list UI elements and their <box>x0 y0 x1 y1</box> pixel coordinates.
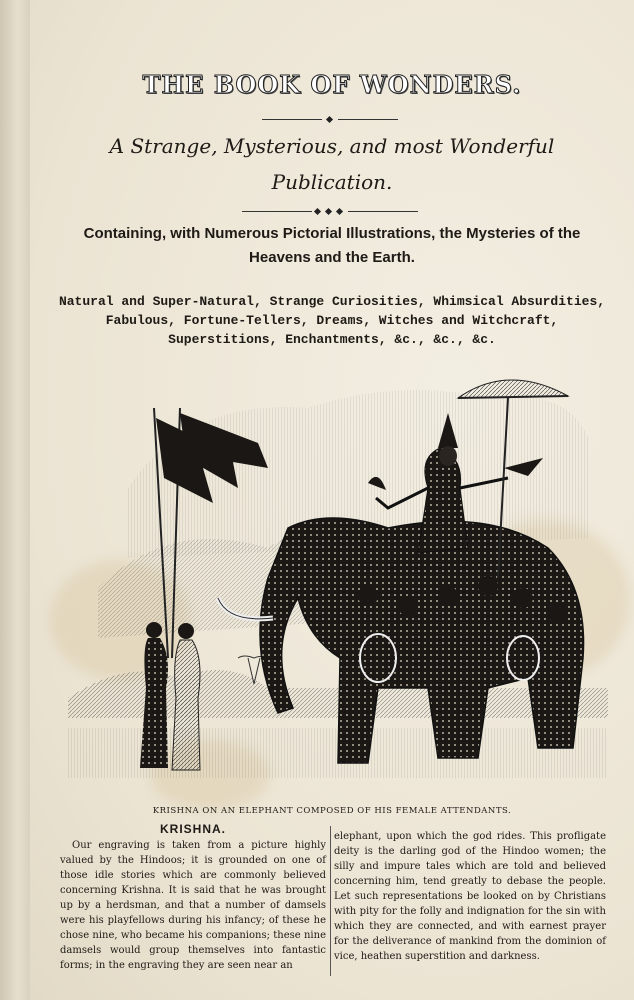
book-spine <box>0 0 31 1000</box>
article-right-column <box>334 829 606 964</box>
contents-line: Heavens and the Earth. <box>249 249 415 266</box>
subtitle-line: Publication. <box>271 170 393 194</box>
topics-list <box>54 292 610 349</box>
topics-line: Superstitions, Enchantments, &c., &c., &c. <box>168 332 496 347</box>
divider-rule <box>338 119 398 120</box>
article-left-column <box>60 822 326 973</box>
divider-rule <box>242 211 312 212</box>
krishna-engraving <box>68 358 608 798</box>
contents-description <box>54 222 610 270</box>
divider-ornament <box>325 208 332 215</box>
divider-rule <box>262 119 322 120</box>
article-heading: KRISHNA. <box>159 822 226 836</box>
divider-ornament <box>326 116 333 123</box>
topics-line: Fabulous, Fortune-Tellers, Dreams, Witches and Witchcraft, <box>105 313 559 328</box>
book-page <box>30 0 634 1000</box>
article-paragraph: elephant, upon which the god rides. This profligate deity is the darling god of the Hindoo women; the silly and impure tales which are told and believed concerning him, tend greatly to debase the people. Let such representations be looked on by Christians with pity for the folly and indignation for the sin with which they are connected, and with earnest prayer for the deliverance of mankind from the dominion of vice, heathen superstition and darkness. <box>334 831 606 962</box>
divider-rule <box>348 211 418 212</box>
subtitle-line: A Strange, Mysterious, and most Wonderful <box>109 134 555 158</box>
column-divider <box>330 826 331 976</box>
subtitle <box>54 128 610 200</box>
contents-line: Containing, with Numerous Pictorial Illustrations, the Mysteries of the <box>83 225 581 242</box>
page-title: THE BOOK OF WONDERS. <box>142 70 522 99</box>
illustration-caption: KRISHNA ON AN ELEPHANT COMPOSED OF HIS FEMALE ATTENDANTS. <box>152 806 512 816</box>
article-paragraph: Our engraving is taken from a picture highly valued by the Hindoos; it is grounded on one of those idle stories which are commonly believed concerning Krishna. It is said that he was brought up by a herdsman, and that a number of damsels were his playfellows during his infancy; of these he chose nine, who became his companions; these nine damsels would group themselves into fantastic forms; in the engraving they are seen near an <box>60 840 326 971</box>
divider-ornament <box>336 208 343 215</box>
divider-ornament <box>314 208 321 215</box>
topics-line: Natural and Super-Natural, Strange Curiosities, Whimsical Absurdities, <box>58 294 606 309</box>
